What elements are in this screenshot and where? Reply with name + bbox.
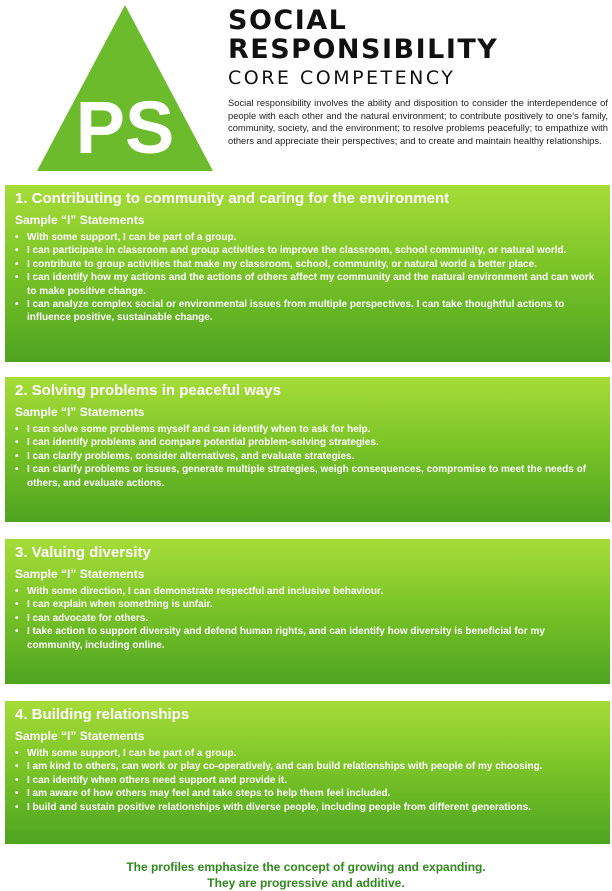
footer-line-1: The profiles emphasize the concept of growing and expanding. xyxy=(126,860,486,874)
list-item: • I can participate in classroom and group activities to improve the classroom, school community, or natural world. xyxy=(15,245,567,257)
section-panel-4 xyxy=(5,701,610,844)
section-panel-1 xyxy=(5,185,610,362)
list-item: • I can advocate for others. xyxy=(15,612,149,624)
list-item: • I can clarify problems, consider alternatives, and evaluate strategies. xyxy=(15,450,355,462)
statement-list xyxy=(15,585,600,652)
section-panel-3 xyxy=(5,539,610,684)
list-item: • I can explain when something is unfair. xyxy=(15,599,213,611)
list-item: • I am aware of how others may feel and take steps to help them feel included. xyxy=(15,788,391,800)
statement-list xyxy=(15,231,600,325)
title-line-2: RESPONSIBILITY xyxy=(228,34,499,65)
section-subtitle: Sample “I” Statements xyxy=(15,405,145,419)
list-item: • With some support, I can be part of a group. xyxy=(15,748,237,759)
section-subtitle: Sample “I” Statements xyxy=(15,729,145,743)
section-title: 4. Building relationships xyxy=(15,706,190,723)
logo-text: PS xyxy=(75,86,175,169)
section-title: 1. Contributing to community and caring for the environment xyxy=(15,190,450,207)
list-item: • I can clarify problems or issues, generate multiple strategies, weigh consequences, compromise to meet the needs of others, and evaluate actions. xyxy=(15,464,587,489)
list-item: • I can identify problems and compare potential problem-solving strategies. xyxy=(15,437,379,449)
footer-line-2: They are progressive and additive. xyxy=(207,876,405,890)
statement-list xyxy=(15,747,600,814)
list-item: • I can identify when others need support and provide it. xyxy=(15,774,288,786)
intro-paragraph: Social responsibility involves the ability and disposition to consider the interdependence of people with each other and the natural environment; to contribute positively to one’s family, community, society, and the environment; to resolve problems peacefully; to empathize with others and appreciate their perspectives; and to create and maintain healthy relationships. xyxy=(228,97,608,146)
list-item: • With some support, I can be part of a group. xyxy=(15,232,237,243)
list-item: • I can analyze complex social or environmental issues from multiple perspectives. I can take thoughtful actions to influence positive, sustainable change. xyxy=(15,299,565,324)
list-item: • I can identify how my actions and the actions of others affect my community and the natural environment and can work to make positive change. xyxy=(15,272,595,297)
title-block xyxy=(228,6,608,90)
section-panel-2 xyxy=(5,377,610,522)
list-item: • I take action to support diversity and defend human rights, and can identify how diversity is beneficial for my community, including online. xyxy=(15,626,545,651)
section-subtitle: Sample “I” Statements xyxy=(15,567,145,581)
section-subtitle: Sample “I” Statements xyxy=(15,213,145,227)
title-line-1: SOCIAL xyxy=(228,5,348,36)
section-title: 2. Solving problems in peaceful ways xyxy=(15,382,281,399)
list-item: • I can solve some problems myself and can identify when to ask for help. xyxy=(15,424,371,435)
page-header xyxy=(0,0,612,178)
statement-list xyxy=(15,423,600,490)
footer-note xyxy=(0,859,612,891)
list-item: • I build and sustain positive relationships with diverse people, including people from different generations. xyxy=(15,801,531,813)
list-item: • I am kind to others, can work or play co-operatively, and can build relationships with people of my choosing. xyxy=(15,761,543,773)
list-item: • I contribute to group activities that make my classroom, school, community, or natural world a better place. xyxy=(15,258,537,270)
subtitle: CORE COMPETENCY xyxy=(228,67,456,89)
section-title: 3. Valuing diversity xyxy=(15,544,151,561)
list-item: • With some direction, I can demonstrate respectful and inclusive behaviour. xyxy=(15,586,384,597)
ps-triangle-logo xyxy=(35,3,215,173)
